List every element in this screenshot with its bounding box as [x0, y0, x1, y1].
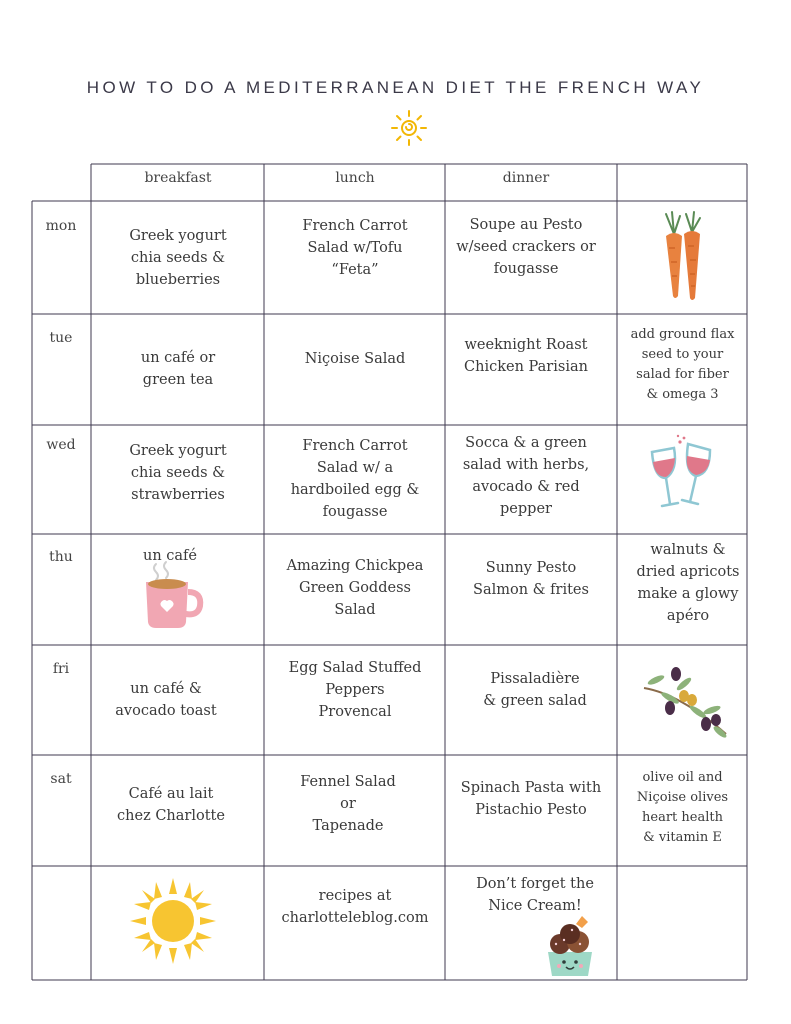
- wine-glasses-icon: [640, 432, 726, 518]
- tue-dinner: weeknight Roast Chicken Parisian: [464, 337, 588, 375]
- sat-dinner: Spinach Pasta with Pistachio Pesto: [460, 780, 602, 818]
- ice-cream-icon: [542, 914, 598, 978]
- wed-lunch: French Carrot Salad w/ a hardboiled egg & fougasse: [290, 438, 420, 520]
- sat-lunch: Fennel Salad or Tapenade: [300, 774, 396, 834]
- sat-extra-note: olive oil and Niçoise olives heart health & vitamin E: [636, 770, 729, 845]
- footer-recipes-note: recipes at charlotteleblog.com: [281, 888, 429, 926]
- day-label-wed: wed: [46, 437, 76, 453]
- footer-nice-cream-note: Don’t forget the Nice Cream!: [476, 876, 594, 914]
- fri-lunch: Egg Salad Stuffed Peppers Provencal: [288, 660, 422, 720]
- header-breakfast: breakfast: [144, 170, 212, 186]
- header-dinner: dinner: [502, 170, 550, 186]
- day-label-thu: thu: [49, 549, 73, 565]
- mon-dinner: Soupe au Pesto w/seed crackers or fougasse: [456, 217, 596, 277]
- thu-lunch: Amazing Chickpea Green Goddess Salad: [286, 558, 424, 618]
- mon-lunch: French Carrot Salad w/Tofu “Feta”: [302, 218, 408, 278]
- mon-breakfast: Greek yogurt chia seeds & blueberries: [129, 228, 227, 288]
- carrots-icon: [652, 210, 712, 302]
- olive-branch-icon: [640, 660, 732, 740]
- fri-dinner: Pissaladière & green salad: [483, 671, 587, 709]
- header-lunch: lunch: [335, 170, 375, 186]
- thu-breakfast: un café: [143, 548, 197, 564]
- coffee-mug-icon: [138, 560, 206, 630]
- sat-breakfast: Café au lait chez Charlotte: [117, 786, 225, 824]
- page-title: HOW TO DO A MEDITERRANEAN DIET THE FRENCH WAY: [86, 78, 705, 97]
- wed-breakfast: Greek yogurt chia seeds & strawberries: [129, 443, 227, 503]
- wed-dinner: Socca & a green salad with herbs, avocado & red pepper: [462, 435, 590, 517]
- day-label-fri: fri: [52, 661, 70, 677]
- thu-dinner: Sunny Pesto Salmon & frites: [473, 560, 589, 598]
- tue-lunch: Niçoise Salad: [304, 351, 406, 367]
- fri-breakfast: un café & avocado toast: [115, 681, 217, 719]
- tue-breakfast: un café or green tea: [140, 350, 216, 388]
- day-label-tue: tue: [49, 330, 73, 346]
- thu-extra-note: walnuts & dried apricots make a glowy apéro: [636, 542, 740, 624]
- sun-icon: [128, 876, 218, 966]
- day-label-sat: sat: [50, 771, 72, 787]
- day-label-mon: mon: [45, 218, 77, 234]
- tue-extra-note: add ground flax seed to your salad for fiber & omega 3: [630, 327, 735, 402]
